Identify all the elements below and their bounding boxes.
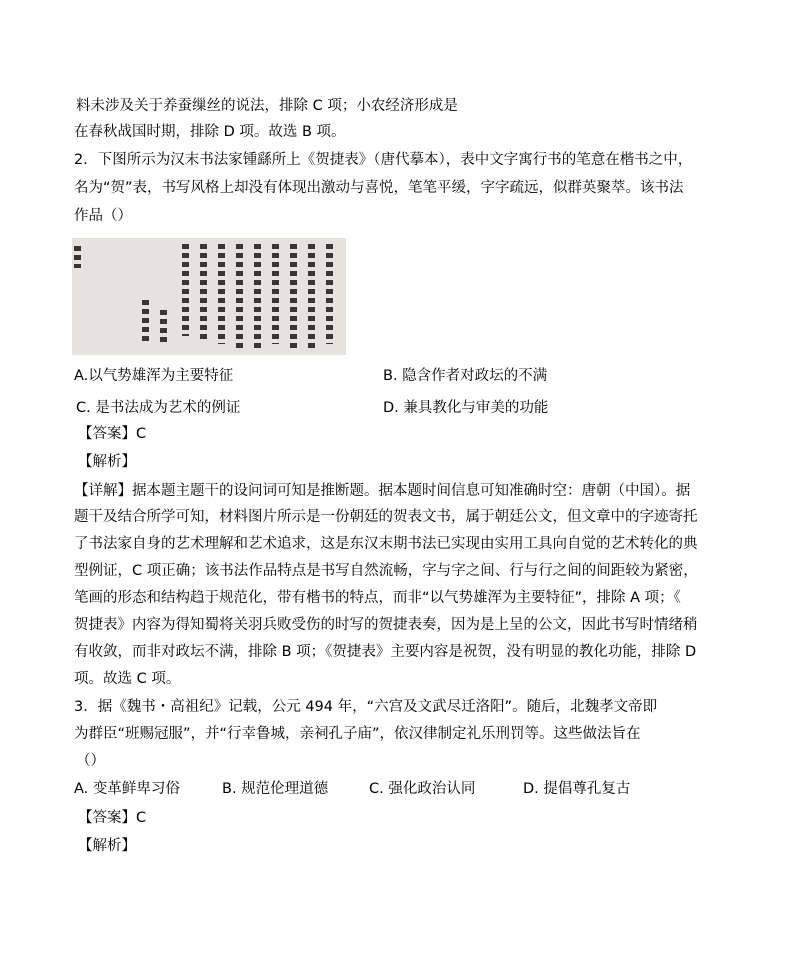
q3-option-c: C. 强化政治认同 <box>369 781 476 797</box>
calligraphy-column <box>272 244 279 344</box>
text-line-1: 料未涉及关于养蚕缫丝的说法，排除 C 项；小农经济形成是 <box>76 98 458 114</box>
question-2-stem-1: 2．下图所示为汉末书法家锺繇所上《贺捷表》（唐代摹本），表中文字寓行书的笔意在楷书之中， <box>74 152 693 168</box>
q2-analysis-label: 【解析】 <box>78 454 136 470</box>
calligraphy-column <box>182 244 189 336</box>
calligraphy-image <box>72 238 346 355</box>
q3-option-d: D. 提倡尊孔复古 <box>523 781 631 797</box>
q3-analysis-label: 【解析】 <box>78 838 136 854</box>
q2-detail-line: 【详解】据本题主题干的设问词可知是推断题。据本题时间信息可知准确时空：唐朝（中国）。据 <box>74 483 691 499</box>
q2-option-d: D. 兼具教化与审美的功能 <box>383 400 549 416</box>
calligraphy-column <box>142 300 149 345</box>
question-2-stem-2: 名为“贺”表，书写风格上却没有体现出激动与喜悦，笔笔平缓，字字疏远，似群英聚萃。该书法 <box>74 180 684 196</box>
q2-detail-line: 了书法家自身的艺术理解和艺术追求，这是东汉末期书法已实现由实用工具向自觉的艺术转化的典 <box>74 536 698 552</box>
q3-option-b: B. 规范伦理道德 <box>222 781 329 797</box>
q2-detail-line: 型例证，C 项正确；该书法作品特点是书写自然流畅，字与字之间、行与行之间的间距较为紧密， <box>74 563 698 579</box>
calligraphy-column <box>236 244 243 348</box>
question-3-stem-2: 为群臣“班赐冠服”，并“行幸鲁城，亲祠孔子庙”，依汉律制定礼乐刑罚等。这些做法旨在 <box>74 726 641 742</box>
calligraphy-column <box>200 244 207 340</box>
q2-answer: 【答案】C <box>78 426 147 442</box>
calligraphy-column <box>326 244 333 344</box>
question-2-stem-3: 作品（） <box>74 208 132 224</box>
q2-detail-line: 贺捷表》内容为得知蜀将关羽兵败受伤的时写的贺捷表奏，因为是上呈的公文，因此书写时情绪稍 <box>74 617 698 633</box>
q3-option-a: A. 变革鲜卑习俗 <box>74 781 180 797</box>
q2-detail-line: 项。故选 C 项。 <box>74 671 181 687</box>
text-line-2: 在春秋战国时期，排除 D 项。故选 B 项。 <box>74 124 346 140</box>
q2-detail-line: 有收敛，而非对政坛不满，排除 B 项；《贺捷表》主要内容是祝贺，没有明显的教化功能，排除 D <box>74 644 697 660</box>
q2-detail-line: 题干及结合所学可知，材料图片所示是一份朝廷的贺表文书，属于朝廷公文，但文章中的字迹寄托 <box>74 509 698 525</box>
question-3-stem-1: 3．据《魏书・高祖纪》记载，公元 494 年，“六宫及文武尽迁洛阳”。随后，北魏孝文帝即 <box>74 699 658 715</box>
q2-detail-line: 笔画的形态和结构趋于规范化，带有楷书的特点，而非“以气势雄浑为主要特征”，排除 A 项；《 <box>74 590 681 606</box>
q2-option-c: C. 是书法成为艺术的例证 <box>76 400 241 416</box>
question-3-stem-3: （） <box>76 753 105 769</box>
calligraphy-column <box>290 244 297 348</box>
calligraphy-seal <box>74 246 81 268</box>
q2-option-a: A.以气势雄浑为主要特征 <box>74 368 234 384</box>
calligraphy-column <box>254 244 261 348</box>
calligraphy-column <box>160 310 167 346</box>
calligraphy-column <box>218 244 225 344</box>
calligraphy-column <box>308 244 315 348</box>
q2-option-b: B. 隐含作者对政坛的不满 <box>383 368 548 384</box>
q3-answer: 【答案】C <box>78 810 147 826</box>
